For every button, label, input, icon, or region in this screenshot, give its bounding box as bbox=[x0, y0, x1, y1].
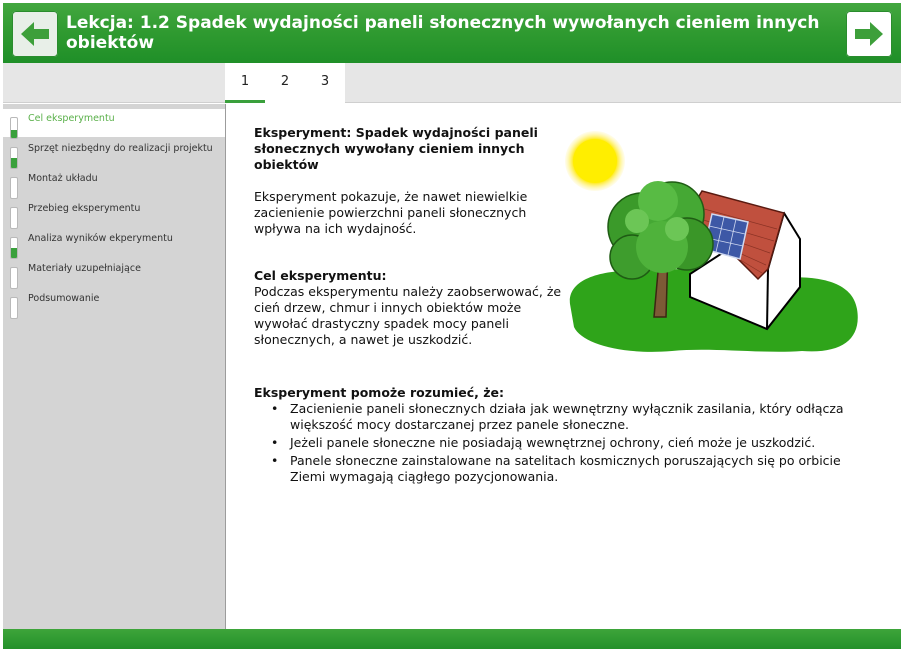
solar-house-illustration bbox=[562, 129, 862, 369]
next-button[interactable] bbox=[846, 11, 892, 57]
sidebar-item-cel-eksperymentu[interactable] bbox=[3, 109, 225, 137]
sidebar-item-label: Analiza wyników ekperymentu bbox=[28, 233, 173, 244]
progress-indicator bbox=[10, 117, 18, 139]
benefits-list bbox=[254, 401, 864, 487]
tree-crown bbox=[608, 181, 713, 279]
sidebar-item-podsumowanie[interactable] bbox=[3, 289, 225, 317]
sidebar-item-label: Cel eksperymentu bbox=[28, 113, 115, 124]
experiment-description: Eksperyment pokazuje, że nawet niewielkie zacienienie powierzchni paneli słonecznych wpływa na ich wydajność. bbox=[254, 189, 528, 236]
benefits-heading: Eksperyment pomoże rozumieć, że: bbox=[254, 385, 504, 400]
tab-page-1[interactable]: 1 bbox=[225, 63, 265, 103]
sidebar-item-przebieg[interactable] bbox=[3, 199, 225, 227]
sidebar-item-montaz[interactable] bbox=[3, 169, 225, 197]
arrow-left-icon bbox=[19, 20, 51, 48]
page-tabs bbox=[3, 63, 901, 103]
sidebar-item-label: Materiały uzupełniające bbox=[28, 263, 141, 274]
lesson-footer bbox=[3, 629, 901, 649]
progress-indicator bbox=[10, 297, 18, 319]
list-item: • Zacienienie paneli słonecznych działa jak wewnętrzny wyłącznik zasilania, który odłącza większość mocy dostarczanej przez panele słoneczne. bbox=[271, 401, 844, 432]
list-item-text: Panele słoneczne zainstalowane na satelitach kosmicznych poruszających się po orbicie Ziemi wymagają ciągłego pozycjonowania. bbox=[290, 453, 841, 484]
lesson-title: Lekcja: 1.2 Spadek wydajności paneli słonecznych wywołanych cieniem innych obiektów bbox=[66, 13, 820, 53]
goal-description: Podczas eksperymentu należy zaobserwować, że cień drzew, chmur i innych obiektów może wywołać drastyczny spadek mocy paneli słonecznych, a nawet je uszkodzić. bbox=[254, 284, 562, 347]
tab-page-3[interactable]: 3 bbox=[305, 63, 345, 103]
lesson-content bbox=[227, 104, 901, 629]
sun-core bbox=[573, 139, 617, 183]
sidebar-item-label: Podsumowanie bbox=[28, 293, 100, 304]
goal-heading: Cel eksperymentu: bbox=[254, 268, 387, 283]
list-item: • Jeżeli panele słoneczne nie posiadają wewnętrznej ochrony, cień może je uszkodzić. bbox=[271, 435, 816, 450]
list-item: • Panele słoneczne zainstalowane na satelitach kosmicznych poruszających się po orbicie Ziemi wymagają ciągłego pozycjonowania. bbox=[271, 453, 841, 484]
list-item-text: Zacienienie paneli słonecznych działa jak wewnętrzny wyłącznik zasilania, który odłącza większość mocy dostarczanej przez panele słoneczne. bbox=[290, 401, 844, 432]
lesson-sidebar bbox=[3, 104, 226, 629]
tab-page-2[interactable]: 2 bbox=[265, 63, 305, 103]
sidebar-item-label: Montaż układu bbox=[28, 173, 98, 184]
previous-button[interactable] bbox=[12, 11, 58, 57]
progress-indicator bbox=[10, 237, 18, 259]
progress-indicator bbox=[10, 267, 18, 289]
progress-indicator bbox=[10, 177, 18, 199]
sidebar-item-analiza[interactable] bbox=[3, 229, 225, 257]
sidebar-item-label: Sprzęt niezbędny do realizacji projektu bbox=[28, 143, 213, 154]
lesson-header bbox=[3, 3, 901, 63]
progress-indicator bbox=[10, 207, 18, 229]
arrow-right-icon bbox=[853, 20, 885, 48]
sidebar-item-sprzet[interactable] bbox=[3, 139, 225, 167]
experiment-heading: Eksperyment: Spadek wydajności paneli słonecznych wywołany cieniem innych obiektów bbox=[254, 125, 538, 172]
list-item-text: Jeżeli panele słoneczne nie posiadają wewnętrznej ochrony, cień może je uszkodzić. bbox=[290, 435, 816, 450]
progress-indicator bbox=[10, 147, 18, 169]
sidebar-item-label: Przebieg eksperymentu bbox=[28, 203, 141, 214]
sidebar-item-materialy[interactable] bbox=[3, 259, 225, 287]
